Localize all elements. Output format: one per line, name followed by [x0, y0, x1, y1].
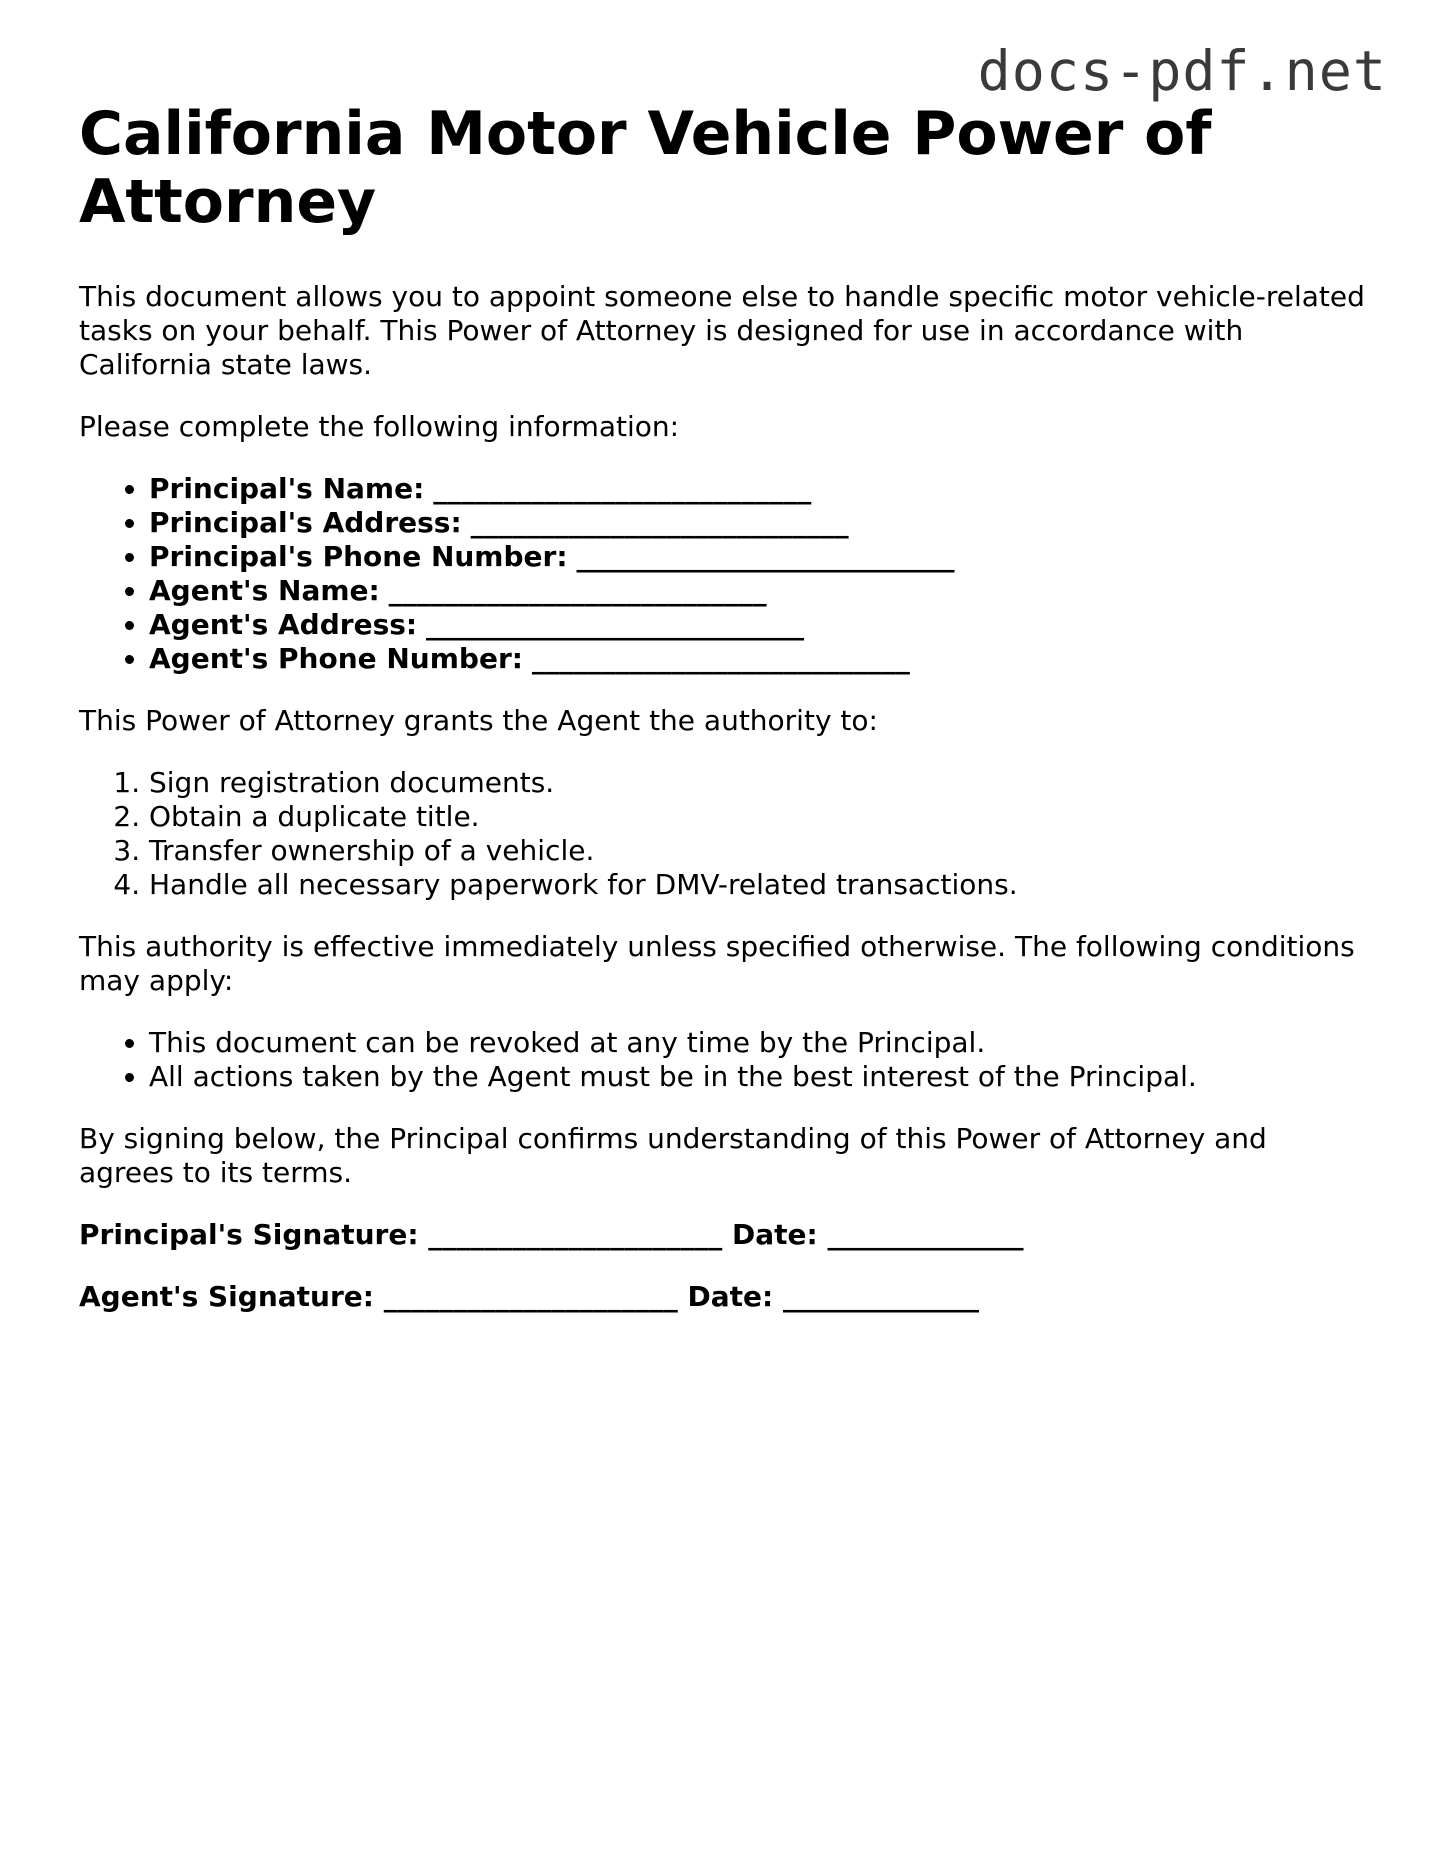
field-blank[interactable]: ___________________________	[433, 472, 812, 505]
signature-blank[interactable]: _____________________	[383, 1280, 678, 1313]
field-agent-name	[149, 574, 1379, 608]
info-field-list	[79, 472, 1379, 676]
list-item: • All actions taken by the Agent must be in the best interest of the Principal.	[149, 1060, 1379, 1094]
field-label: Principal's Address:	[149, 506, 462, 539]
powers-list	[79, 766, 1379, 902]
field-label: Agent's Name:	[149, 574, 380, 607]
grants-intro: This Power of Attorney grants the Agent the authority to:	[79, 704, 878, 737]
list-item: 3. Transfer ownership of a vehicle.	[149, 834, 1379, 868]
effective-paragraph: This authority is effective immediately unless specified otherwise. The following conditions may apply:	[79, 930, 1355, 997]
page-title: California Motor Vehicle Power of Attorney	[79, 99, 1212, 237]
field-agent-address	[149, 608, 1379, 642]
field-label: Principal's Phone Number:	[149, 540, 568, 573]
field-blank[interactable]: ___________________________	[426, 608, 804, 641]
intro-paragraph: This document allows you to appoint someone else to handle specific motor vehicle-related tasks on your behalf. This Power of Attorney is designed for use in accordance with California state laws.	[79, 280, 1365, 381]
field-agent-phone	[149, 642, 1379, 676]
field-label: Agent's Phone Number:	[149, 642, 523, 675]
agent-signature-line	[79, 1280, 1379, 1314]
field-principal-address	[149, 506, 1379, 540]
signature-label: Principal's Signature:	[79, 1218, 419, 1251]
list-item: 4. Handle all necessary paperwork for DMV-related transactions.	[149, 868, 1379, 902]
list-item: • This document can be revoked at any time by the Principal.	[149, 1026, 1379, 1060]
field-label: Principal's Name:	[149, 472, 425, 505]
list-item: 2. Obtain a duplicate title.	[149, 800, 1379, 834]
field-principal-phone	[149, 540, 1379, 574]
signature-blank[interactable]: _____________________	[428, 1218, 723, 1251]
info-prompt: Please complete the following information:	[79, 410, 680, 443]
confirm-paragraph: By signing below, the Principal confirms understanding of this Power of Attorney and agrees to its terms.	[79, 1122, 1267, 1189]
conditions-list	[79, 1026, 1379, 1094]
date-label: Date:	[732, 1218, 818, 1251]
date-label: Date:	[687, 1280, 774, 1313]
signature-label: Agent's Signature:	[79, 1280, 374, 1313]
document-body	[79, 100, 1379, 1314]
field-principal-name	[149, 472, 1379, 506]
field-blank[interactable]: ___________________________	[576, 540, 955, 573]
field-blank[interactable]: ___________________________	[388, 574, 767, 607]
field-blank[interactable]: ___________________________	[531, 642, 910, 675]
field-label: Agent's Address:	[149, 608, 418, 641]
principal-signature-line	[79, 1218, 1379, 1252]
date-blank[interactable]: ______________	[782, 1280, 979, 1313]
watermark: docs-pdf.net	[977, 39, 1387, 103]
list-item: 1. Sign registration documents.	[149, 766, 1379, 800]
field-blank[interactable]: ___________________________	[470, 506, 849, 539]
date-blank[interactable]: ______________	[827, 1218, 1024, 1251]
